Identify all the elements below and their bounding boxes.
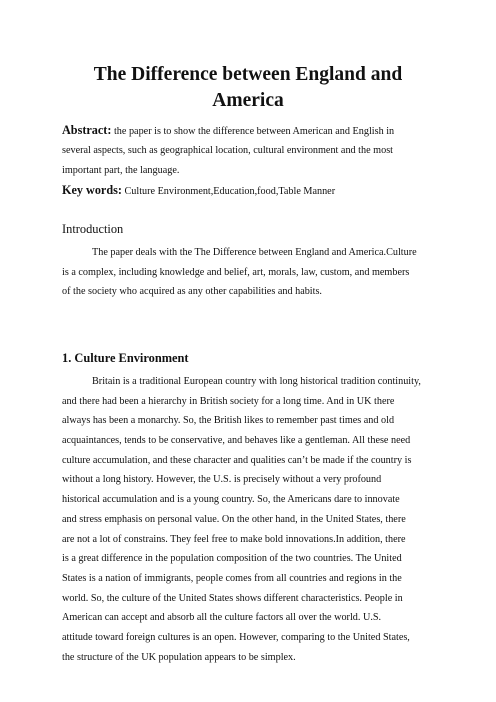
abstract: [62, 121, 440, 180]
paragraph-line: is a great difference in the population composition of the two countries. The United: [62, 553, 402, 565]
paragraph-line: States is a nation of immigrants, people comes from all countries and regions in the: [62, 572, 402, 584]
section-1-heading: 1. Culture Environment: [62, 351, 189, 365]
paragraph-line: historical accumulation and is a young country. So, the Americans dare to innovate: [62, 494, 400, 506]
abstract-line: several aspects, such as geographical location, cultural environment and the most: [62, 145, 393, 157]
keywords-text: Culture Environment,Education,food,Table Manner: [121, 186, 336, 197]
paragraph-line: culture accumulation, and these character and qualities can’t be made if the country is: [62, 454, 412, 466]
title-line-2: America: [212, 90, 284, 111]
paragraph-line: is a complex, including knowledge and belief, art, morals, law, custom, and members: [62, 266, 410, 278]
paragraph-line: of the society who acquired as any other capabilities and habits.: [62, 286, 322, 298]
paragraph-line: acquaintances, tends to be conservative, and behaves like a gentleman. All these need: [62, 435, 411, 447]
abstract-line: the paper is to show the difference between American and English in: [111, 126, 395, 137]
section-1-paragraph: [62, 372, 434, 667]
paragraph-line: without a long history. However, the U.S. is precisely without a very profound: [62, 474, 382, 486]
paragraph-line: world. So, the culture of the United States shows different characteristics. People in: [62, 592, 403, 604]
paragraph-line: Britain is a traditional European country with long historical tradition continuity,: [92, 376, 421, 387]
introduction-heading: Introduction: [62, 222, 124, 236]
keywords: [62, 181, 440, 201]
paragraph-line: the structure of the UK population appears to be simplex.: [62, 651, 296, 663]
paragraph-line: and there had been a hierarchy in British society for a long time. And in UK there: [62, 395, 395, 407]
keywords-label: Key words:: [62, 183, 122, 197]
introduction-paragraph: [62, 243, 434, 302]
paragraph-line: are not a lot of constrains. They feel free to make bold innovations.In addition, there: [62, 533, 406, 545]
abstract-line: important part, the language.: [62, 164, 180, 176]
abstract-label: Abstract:: [62, 123, 112, 137]
document-title: [0, 62, 496, 114]
paragraph-line: The paper deals with the The Difference between England and America.Culture: [92, 247, 417, 258]
paragraph-line: American can accept and absorb all the culture factors all over the world. U.S.: [62, 612, 382, 624]
paragraph-line: and stress emphasis on personal value. On the other hand, in the United States, there: [62, 513, 406, 525]
paragraph-line: attitude toward foreign cultures is an open. However, comparing to the United States,: [62, 631, 410, 643]
title-line-1: The Difference between England and: [93, 64, 403, 85]
paragraph-line: always has been a monarchy. So, the British likes to remember past times and old: [62, 415, 395, 427]
